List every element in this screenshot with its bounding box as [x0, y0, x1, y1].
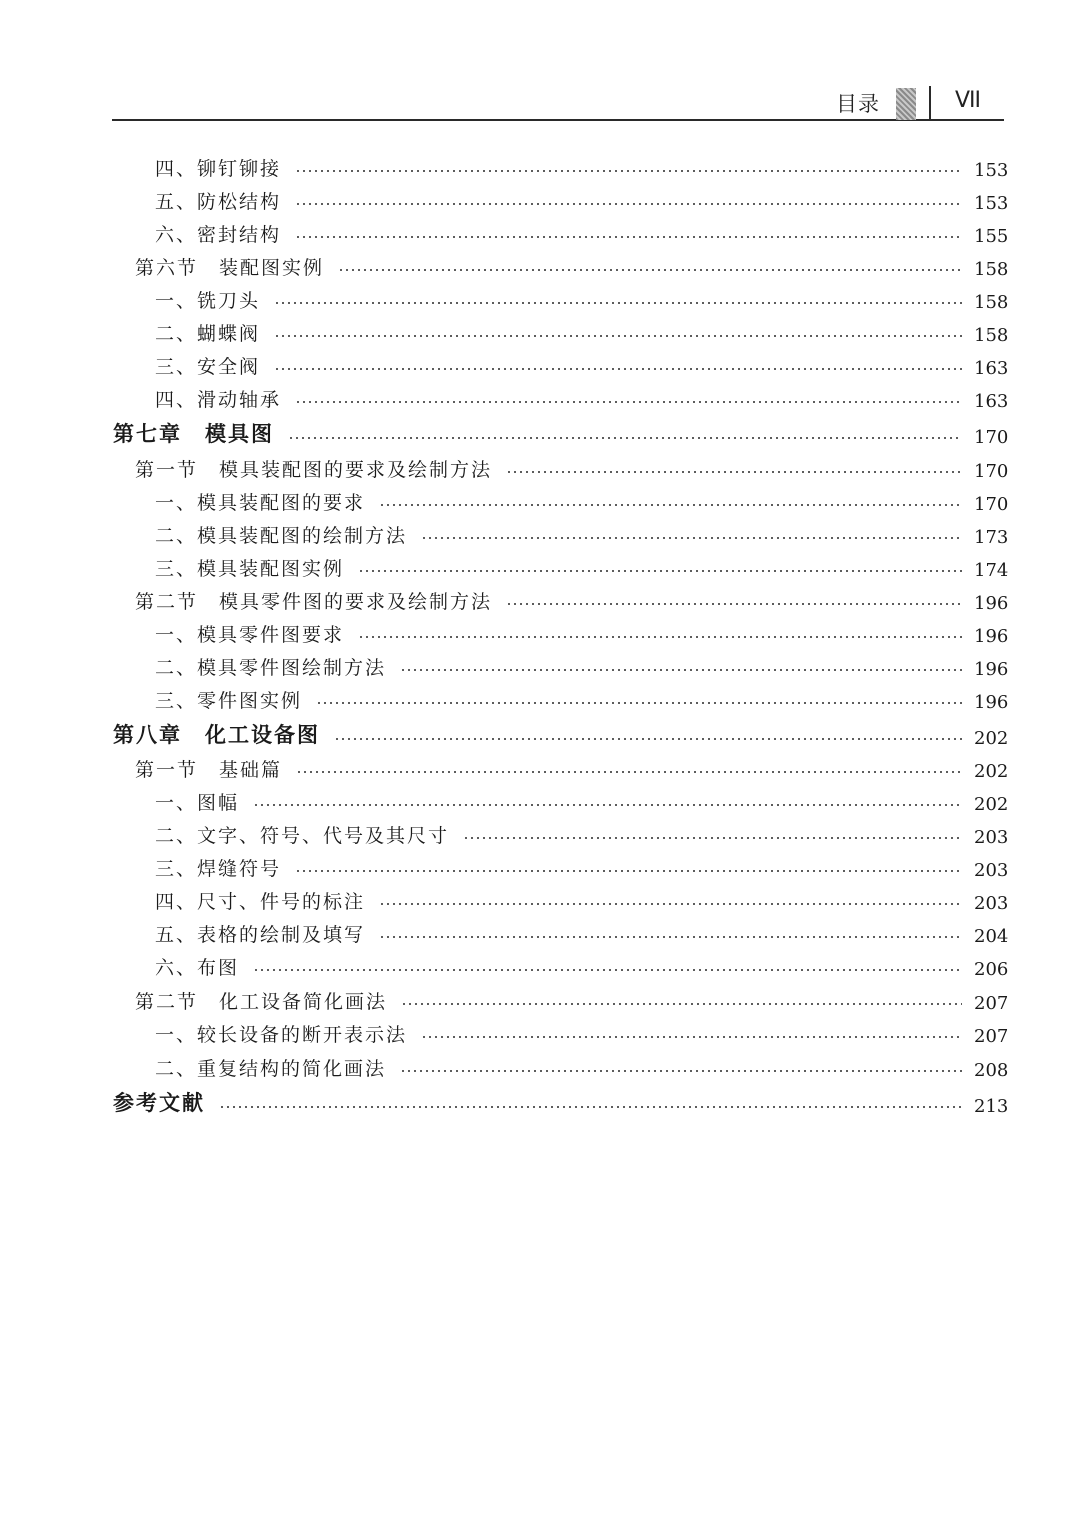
toc-dot-leader	[506, 603, 962, 605]
toc-chapter-entry	[113, 1087, 1009, 1117]
toc-subsection-entry	[155, 382, 1009, 412]
toc-entry-title: 一、较长设备的断开表示法	[155, 1024, 408, 1046]
toc-dot-leader	[400, 1070, 962, 1072]
toc-subsection-entry	[155, 617, 1009, 647]
toc-entry-page: 203	[974, 860, 1009, 881]
header-title: 目录	[836, 92, 880, 116]
toc-entry-title: 二、蝴蝶阀	[155, 323, 261, 345]
toc-dot-leader	[295, 401, 962, 403]
header-divider	[929, 86, 931, 121]
toc-subsection-entry	[155, 818, 1009, 848]
toc-entry-page: 174	[974, 560, 1009, 581]
toc-entry-title: 三、零件图实例	[155, 690, 303, 712]
toc-subsection-entry	[155, 316, 1009, 346]
toc-dot-leader	[219, 1106, 962, 1108]
header-page-number: VII	[955, 88, 981, 113]
toc-subsection-entry	[155, 217, 1009, 247]
toc-entry-page: 204	[974, 926, 1009, 947]
toc-entry-page: 196	[974, 593, 1009, 614]
toc-entry-title: 四、铆钉铆接	[155, 158, 282, 180]
toc-subsection-entry	[155, 884, 1009, 914]
toc-subsection-entry	[155, 184, 1009, 214]
toc-dot-leader	[379, 903, 962, 905]
toc-dot-leader	[358, 570, 962, 572]
toc-entry-page: 173	[974, 527, 1009, 548]
toc-subsection-entry	[155, 650, 1009, 680]
toc-entry-title: 第一节 基础篇	[135, 759, 283, 781]
toc-entry-title: 第六节 装配图实例	[135, 257, 325, 279]
toc-dot-leader	[463, 837, 962, 839]
toc-section-entry	[135, 250, 1009, 280]
toc-entry-page: 208	[974, 1060, 1009, 1081]
toc-entry-page: 206	[974, 959, 1009, 980]
toc-entry-page: 158	[974, 292, 1009, 313]
toc-subsection-entry	[155, 1017, 1009, 1047]
toc-entry-title: 二、模具装配图的绘制方法	[155, 525, 408, 547]
toc-subsection-entry	[155, 349, 1009, 379]
toc-entry-title: 五、表格的绘制及填写	[155, 924, 366, 946]
toc-dot-leader	[379, 504, 962, 506]
toc-entry-page: 163	[974, 391, 1009, 412]
toc-subsection-entry	[155, 950, 1009, 980]
toc-entry-title: 一、模具装配图的要求	[155, 492, 366, 514]
toc-dot-leader	[274, 368, 962, 370]
toc-entry-title: 参考文献	[113, 1091, 205, 1115]
header-decorative-block	[896, 88, 916, 120]
toc-entry-page: 196	[974, 659, 1009, 680]
toc-chapter-entry	[113, 418, 1009, 448]
toc-subsection-entry	[155, 551, 1009, 581]
header-rule-right	[931, 119, 1004, 121]
toc-entry-page: 196	[974, 692, 1009, 713]
toc-entry-title: 四、尺寸、件号的标注	[155, 891, 366, 913]
toc-entry-title: 四、滑动轴承	[155, 389, 282, 411]
toc-entry-page: 153	[974, 193, 1009, 214]
toc-dot-leader	[400, 669, 962, 671]
toc-dot-leader	[295, 870, 962, 872]
toc-entry-page: 153	[974, 160, 1009, 181]
toc-entry-title: 第二节 模具零件图的要求及绘制方法	[135, 591, 493, 613]
toc-dot-leader	[295, 203, 962, 205]
toc-subsection-entry	[155, 917, 1009, 947]
header-rule	[112, 119, 932, 121]
toc-section-entry	[135, 984, 1009, 1014]
toc-dot-leader	[253, 804, 962, 806]
toc-subsection-entry	[155, 151, 1009, 181]
toc-dot-leader	[421, 537, 962, 539]
toc-entry-page: 155	[974, 226, 1009, 247]
toc-entry-page: 170	[974, 494, 1009, 515]
toc-entry-page: 158	[974, 259, 1009, 280]
toc-entry-title: 一、图幅	[155, 792, 240, 814]
toc-entry-page: 202	[974, 728, 1009, 749]
toc-entry-page: 170	[974, 427, 1009, 448]
toc-entry-title: 五、防松结构	[155, 191, 282, 213]
toc-entry-page: 196	[974, 626, 1009, 647]
toc-subsection-entry	[155, 518, 1009, 548]
toc-dot-leader	[401, 1003, 962, 1005]
toc-entry-title: 一、模具零件图要求	[155, 624, 345, 646]
toc-entry-title: 第七章 模具图	[113, 422, 274, 446]
toc-section-entry	[135, 752, 1009, 782]
toc-subsection-entry	[155, 1051, 1009, 1081]
toc-entry-page: 203	[974, 893, 1009, 914]
toc-entry-title: 第八章 化工设备图	[113, 723, 320, 747]
toc-subsection-entry	[155, 283, 1009, 313]
toc-dot-leader	[288, 437, 962, 439]
toc-entry-page: 207	[974, 993, 1009, 1014]
toc-dot-leader	[253, 969, 962, 971]
toc-dot-leader	[296, 771, 962, 773]
toc-chapter-entry	[113, 719, 1009, 749]
toc-entry-page: 202	[974, 794, 1009, 815]
toc-subsection-entry	[155, 683, 1009, 713]
toc-entry-page: 158	[974, 325, 1009, 346]
toc-entry-page: 203	[974, 827, 1009, 848]
toc-entry-page: 207	[974, 1026, 1009, 1047]
toc-dot-leader	[421, 1036, 962, 1038]
toc-entry-title: 六、密封结构	[155, 224, 282, 246]
toc-subsection-entry	[155, 485, 1009, 515]
toc-entry-page: 202	[974, 761, 1009, 782]
toc-dot-leader	[506, 471, 962, 473]
toc-section-entry	[135, 452, 1009, 482]
toc-entry-title: 二、模具零件图绘制方法	[155, 657, 387, 679]
toc-entry-page: 170	[974, 461, 1009, 482]
toc-dot-leader	[274, 335, 962, 337]
toc-subsection-entry	[155, 785, 1009, 815]
toc-dot-leader	[334, 738, 962, 740]
toc-entry-title: 第一节 模具装配图的要求及绘制方法	[135, 459, 493, 481]
toc-dot-leader	[338, 269, 962, 271]
toc-dot-leader	[274, 302, 962, 304]
toc-entry-title: 六、布图	[155, 957, 240, 979]
page-header	[0, 0, 1080, 130]
toc-entry-title: 三、模具装配图实例	[155, 558, 345, 580]
toc-dot-leader	[295, 236, 962, 238]
toc-dot-leader	[316, 702, 962, 704]
toc-entry-title: 第二节 化工设备简化画法	[135, 991, 388, 1013]
toc-dot-leader	[358, 636, 962, 638]
toc-entry-page: 213	[974, 1096, 1009, 1117]
toc-entry-title: 一、铣刀头	[155, 290, 261, 312]
toc-subsection-entry	[155, 851, 1009, 881]
toc-section-entry	[135, 584, 1009, 614]
toc-entry-title: 三、焊缝符号	[155, 858, 282, 880]
toc-entry-title: 二、重复结构的简化画法	[155, 1058, 387, 1080]
toc-entry-title: 二、文字、符号、代号及其尺寸	[155, 825, 450, 847]
toc-entry-page: 163	[974, 358, 1009, 379]
toc-dot-leader	[379, 936, 962, 938]
toc-entry-title: 三、安全阀	[155, 356, 261, 378]
toc-dot-leader	[295, 170, 962, 172]
